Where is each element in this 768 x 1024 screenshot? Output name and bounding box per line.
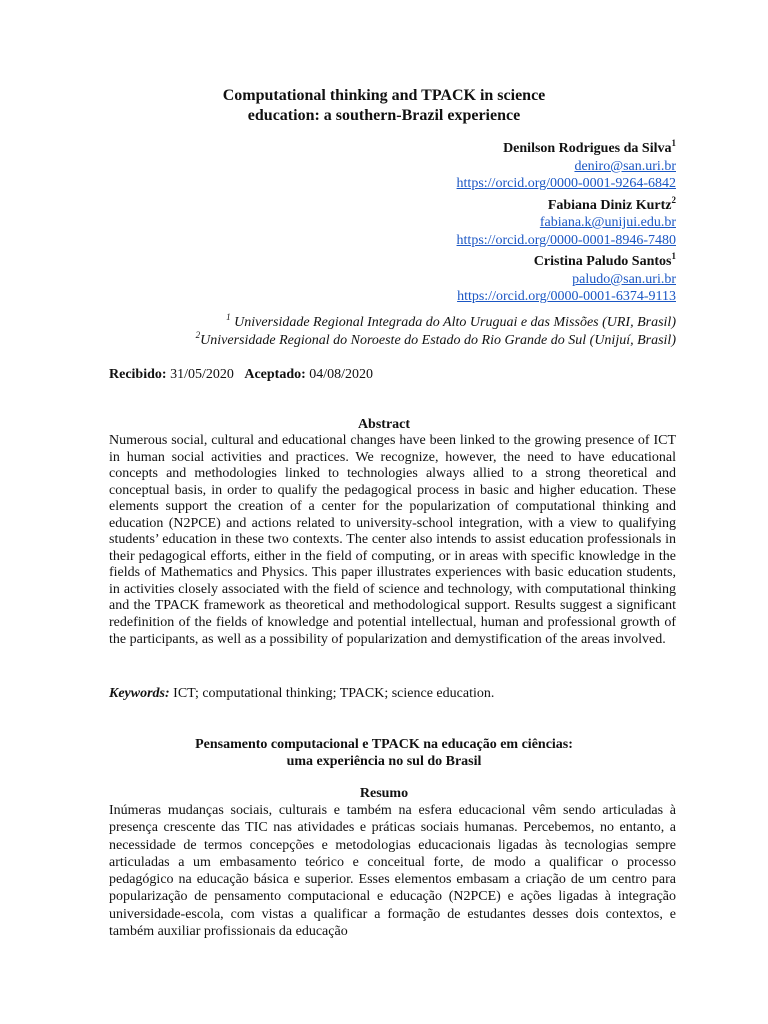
author-block bbox=[457, 253, 676, 306]
author-affiliation-marker: 1 bbox=[671, 138, 676, 148]
resumo-heading: Resumo bbox=[359, 786, 409, 801]
resumo-text: Inúmeras mudanças sociais, culturais e também na esfera educacional vêm sendo articuladas à presença crescente das TIC nas atividades e práticas sociais humanas. Percebemos, no entanto, a necessidade de termos concepções e metodologias educacionais ligadas às tecnologias sempre articuladas a um embasamento teórico e conceitual forte, de modo a qualificar o processo pedagógico na educação básica e superior. Esses elementos embasam a criação de um centro para popularização de pensamento computacional e educação (N2PCE) e ações ligadas à integração universidade-escola, com vistas a qualificar a formação de estudantes desses dois contextos, e também auxiliar profissionais da educação bbox=[109, 803, 676, 940]
keywords-text: ICT; computational thinking; TPACK; science education. bbox=[169, 686, 495, 701]
accepted-date: 04/08/2020 bbox=[305, 367, 374, 382]
author-list bbox=[457, 140, 676, 306]
submission-dates bbox=[109, 366, 373, 384]
affiliation-list bbox=[196, 314, 676, 349]
affiliation-text: Universidade Regional do Noroeste do Estado do Rio Grande do Sul (Unijuí, Brasil) bbox=[200, 332, 676, 348]
portuguese-title bbox=[0, 737, 768, 770]
author-orcid-link[interactable]: https://orcid.org/0000-0001-9264-6842 bbox=[456, 176, 676, 191]
author-block bbox=[456, 194, 676, 250]
author-email-link[interactable]: fabiana.k@unijui.edu.br bbox=[539, 215, 676, 230]
author-name bbox=[457, 140, 676, 158]
abstract-heading: Abstract bbox=[357, 417, 411, 432]
abstract-text: Numerous social, cultural and educational changes have been linked to the growing presence of ICT in human social activities and practices. We recognize, however, the need to have educational concepts and methodologies linked to technologies always allied to a strong theoretical and conceptual basis, in order to qualify the pedagogical process in basic and higher education. These elements support the creation of a center for the popularization of computational thinking and education (N2PCE) and actions related to university-school integration, with a view to qualifying students’ education in these two contexts. The center also intends to assist education professionals in their pedagogical efforts, either in the field of computing, or in areas with specific knowledge in the fields of Mathematics and Physics. This paper illustrates experiences with basic education students, in activities closely associated with the field of science and technology, with computational thinking and the TPACK framework as theoretical and methodological support. Results suggest a significant redefinition of the fields of knowledge and potential intellectual, human and professional growth of the participants, as well as a possibility of popularization and demystification of the areas involved. bbox=[109, 433, 676, 647]
affiliation-text: Universidade Regional Integrada do Alto Uruguai e das Missões (URI, Brasil) bbox=[230, 315, 676, 330]
received-label: Recibido: bbox=[109, 367, 167, 382]
affiliation-marker: 1 bbox=[226, 312, 231, 322]
affiliation-item bbox=[195, 329, 676, 350]
affiliation-marker: 2 bbox=[195, 329, 201, 340]
author-email-link[interactable]: paludo@san.uri.br bbox=[572, 271, 676, 287]
paper-title-line-1: Computational thinking and TPACK in science bbox=[222, 87, 546, 104]
affiliation-item bbox=[196, 314, 676, 332]
author-name-text: Fabiana Diniz Kurtz bbox=[547, 197, 672, 213]
author-block bbox=[457, 140, 676, 193]
author-email-link[interactable]: deniro@san.uri.br bbox=[574, 158, 676, 174]
keywords-label: Keywords: bbox=[109, 686, 170, 701]
author-name-text: Cristina Paludo Santos bbox=[533, 254, 672, 269]
author-affiliation-marker: 2 bbox=[671, 194, 676, 205]
author-name bbox=[457, 194, 676, 215]
accepted-label: Aceptado: bbox=[244, 367, 306, 382]
portuguese-title-line-1: Pensamento computacional e TPACK na educação em ciências: bbox=[195, 737, 573, 752]
author-orcid-link[interactable]: https://orcid.org/0000-0001-8946-7480 bbox=[456, 232, 676, 248]
author-affiliation-marker: 1 bbox=[671, 251, 676, 261]
portuguese-title-line-2: uma experiência no sul do Brasil bbox=[286, 753, 482, 769]
author-name bbox=[457, 253, 676, 271]
author-orcid-link[interactable]: https://orcid.org/0000-0001-6374-9113 bbox=[457, 289, 676, 304]
received-date: 31/05/2020 bbox=[166, 367, 234, 382]
paper-title bbox=[0, 86, 768, 126]
author-name-text: Denilson Rodrigues da Silva bbox=[503, 141, 672, 156]
paper-title-line-2: education: a southern-Brazil experience bbox=[247, 107, 521, 124]
keywords bbox=[109, 685, 676, 702]
